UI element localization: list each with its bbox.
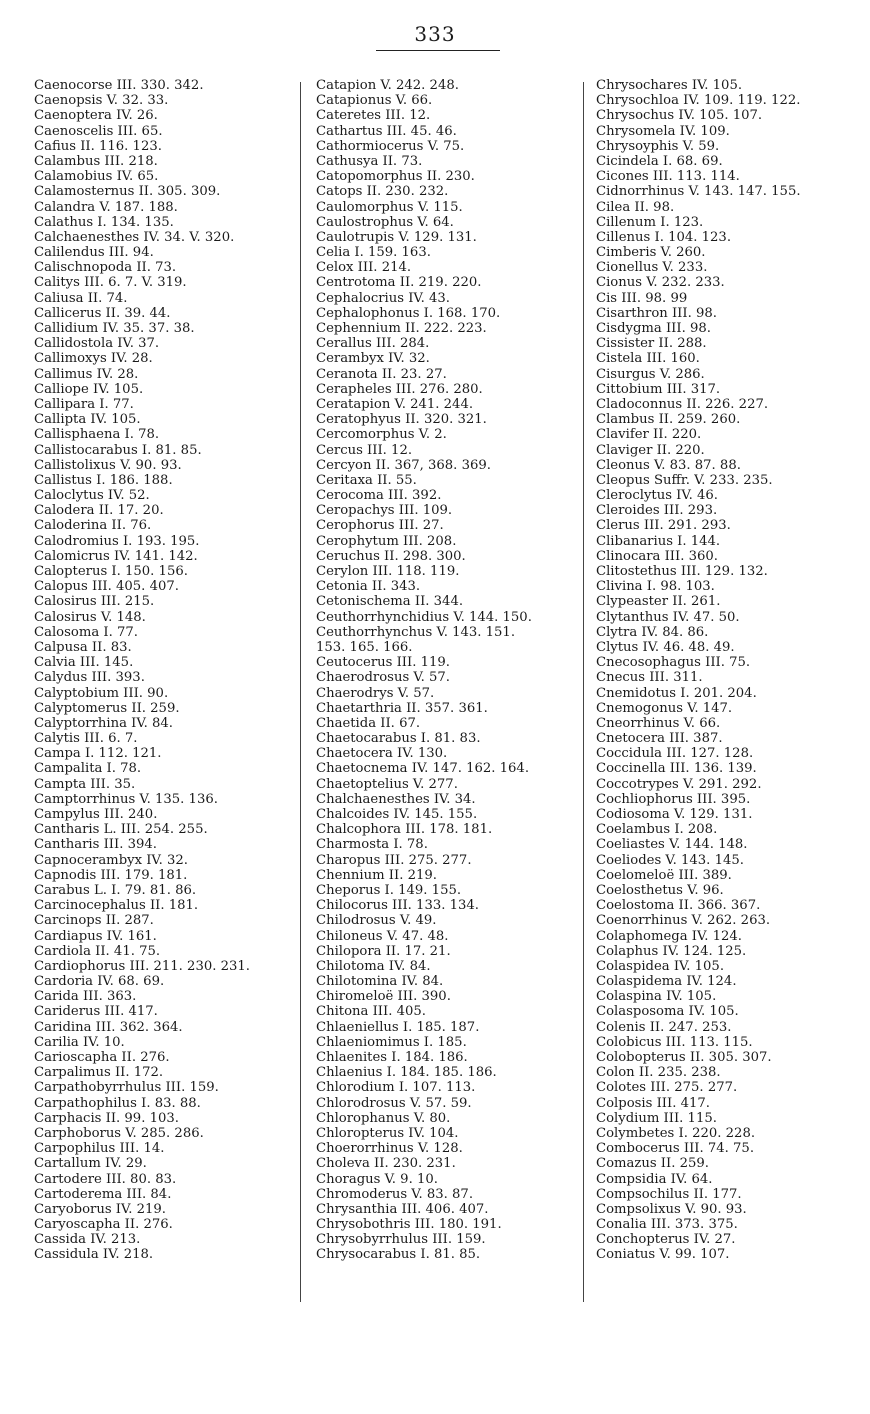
index-entry: Ceratapion V. 241. 244.	[316, 396, 474, 412]
index-entry: 153. 165. 166.	[316, 639, 413, 655]
index-entry: Cleopus Suffr. V. 233. 235.	[596, 472, 773, 488]
index-entry: Cafius II. 116. 123.	[34, 138, 162, 154]
index-entry: Cerambyx IV. 32.	[316, 351, 430, 367]
index-entry: Carphacis II. 99. 103.	[34, 1110, 179, 1126]
index-entry: Calosirus III. 215.	[34, 594, 155, 610]
index-entry: Calodromius I. 193. 195.	[34, 533, 200, 549]
index-entry: Codiosoma V. 129. 131.	[596, 807, 753, 822]
index-entry: Cartodere III. 80. 83.	[34, 1171, 177, 1187]
index-entry: Cis III. 98. 99	[596, 290, 688, 306]
index-entry: Cleonus V. 83. 87. 88.	[596, 457, 741, 473]
index-entry: Colobopterus II. 305. 307.	[596, 1050, 772, 1065]
index-entry: Calosirus V. 148.	[34, 609, 146, 625]
index-entry: Carpathophilus I. 83. 88.	[34, 1095, 201, 1111]
index-entry: Clibanarius I. 144.	[596, 533, 721, 549]
index-entry: Caenoptera IV. 26.	[34, 108, 158, 124]
index-entry: Campta III. 35.	[34, 776, 136, 792]
index-entry: Ceuthorrhynchidius V. 144. 150.	[316, 609, 532, 625]
index-entry: Callipara I. 77.	[34, 396, 134, 412]
index-entry: Chloropterus IV. 104.	[316, 1125, 459, 1141]
index-entry: Calopterus I. 150. 156.	[34, 564, 188, 579]
index-entry: Chrysobothris III. 180. 191.	[316, 1217, 502, 1233]
index-entry: Cathartus III. 45. 46.	[316, 123, 457, 139]
index-entry: Cassida IV. 213.	[34, 1232, 141, 1248]
index-entry: Colaspidea IV. 105.	[596, 958, 725, 974]
index-entry: Cerocoma III. 392.	[316, 488, 442, 504]
index-entry: Cochliophorus III. 395.	[596, 791, 751, 807]
index-entry: Clytanthus IV. 47. 50.	[596, 609, 740, 625]
index-entry: Calopus III. 405. 407.	[34, 579, 179, 595]
index-entry: Cariderus III. 417.	[34, 1004, 158, 1020]
index-entry: Ceropachys III. 109.	[316, 503, 453, 519]
index-entry: Cercyon II. 367, 368. 369.	[316, 457, 491, 473]
index-column-2	[316, 78, 578, 1263]
index-entry: Cephalophonus I. 168. 170.	[316, 305, 501, 321]
index-entry: Clerus III. 291. 293.	[596, 518, 731, 534]
index-entry: Chrysochloa IV. 109. 119. 122.	[596, 93, 801, 109]
index-entry: Chlorophanus V. 80.	[316, 1110, 451, 1126]
index-entry: Cicones III. 113. 114.	[596, 169, 740, 185]
index-entry: Caenopsis V. 32. 33.	[34, 93, 169, 109]
index-entry: Coenorrhinus V. 262. 263.	[596, 913, 771, 929]
index-entry: Cardoria IV. 68. 69.	[34, 974, 165, 990]
index-entry: Capnocerambyx IV. 32.	[34, 852, 188, 868]
index-entry: Carphoborus V. 285. 286.	[34, 1125, 204, 1141]
index-entry: Chrysobyrrhulus III. 159.	[316, 1232, 486, 1248]
index-entry: Clavifer II. 220.	[596, 427, 702, 443]
index-entry: Caulostrophus V. 64.	[316, 214, 454, 230]
index-column-3	[596, 78, 858, 1263]
header-rule	[376, 50, 500, 51]
index-entry: Cladoconnus II. 226. 227.	[596, 396, 769, 412]
index-entry: Colobicus III. 113. 115.	[596, 1034, 753, 1050]
index-entry: Catapion V. 242. 248.	[316, 78, 459, 93]
index-entry: Ceuthorrhynchus V. 143. 151.	[316, 624, 516, 640]
index-entry: Cnecosophagus III. 75.	[596, 655, 751, 671]
index-entry: Chilocorus III. 133. 134.	[316, 898, 479, 914]
index-entry: Callistocarabus I. 81. 85.	[34, 442, 202, 458]
index-entry: Cantharis L. III. 254. 255.	[34, 822, 208, 838]
column-divider-1	[300, 82, 301, 1302]
index-entry: Compsochilus II. 177.	[596, 1186, 742, 1202]
index-entry: Clytus IV. 46. 48. 49.	[596, 639, 735, 655]
index-entry: Cissister II. 288.	[596, 336, 707, 352]
index-entry: Clambus II. 259. 260.	[596, 412, 741, 428]
index-entry: Chrysochares IV. 105.	[596, 78, 743, 93]
index-entry: Cephennium II. 222. 223.	[316, 321, 487, 336]
index-entry: Catops II. 230. 232.	[316, 184, 449, 200]
index-entry: Cateretes III. 12.	[316, 108, 431, 124]
index-entry: Calischnopoda II. 73.	[34, 260, 177, 276]
index-entry: Cisdygma III. 98.	[596, 321, 711, 336]
index-entry: Cisurgus V. 286.	[596, 366, 705, 382]
index-entry: Cittobium III. 317.	[596, 381, 721, 397]
index-entry: Cneorrhinus V. 66.	[596, 715, 721, 731]
index-entry: Callidium IV. 35. 37. 38.	[34, 321, 195, 336]
index-entry: Clypeaster II. 261.	[596, 594, 721, 610]
index-entry: Calodera II. 17. 20.	[34, 503, 164, 519]
index-entry: Calosoma I. 77.	[34, 624, 138, 640]
index-entry: Calilendus III. 94.	[34, 245, 154, 261]
index-entry: Coccotrypes V. 291. 292.	[596, 776, 762, 792]
index-entry: Calydus III. 393.	[34, 670, 145, 686]
index-entry: Callipta IV. 105.	[34, 412, 141, 428]
index-entry: Cerallus III. 284.	[316, 336, 430, 352]
index-entry: Cerophytum III. 208.	[316, 533, 457, 549]
index-entry: Cisarthron III. 98.	[596, 305, 717, 321]
index-entry: Caryoscapha II. 276.	[34, 1217, 173, 1233]
index-entry: Chilopora II. 17. 21.	[316, 943, 451, 959]
index-entry: Cimberis V. 260.	[596, 245, 706, 261]
index-entry: Comazus II. 259.	[596, 1156, 709, 1172]
index-entry: Chlaeniellus I. 185. 187.	[316, 1019, 480, 1035]
index-entry: Colasposoma IV. 105.	[596, 1004, 739, 1020]
index-entry: Cercus III. 12.	[316, 442, 413, 458]
index-entry: Campylus III. 240.	[34, 807, 158, 822]
index-entry: Callicerus II. 39. 44.	[34, 305, 171, 321]
index-entry: Cercomorphus V. 2.	[316, 427, 447, 443]
index-entry: Coelosthetus V. 96.	[596, 882, 724, 898]
index-entry: Calchaenesthes IV. 34. V. 320.	[34, 229, 235, 245]
index-entry: Colaphomega IV. 124.	[596, 928, 742, 944]
index-entry: Calpusa II. 83.	[34, 639, 132, 655]
index-entry: Calvia III. 145.	[34, 655, 134, 671]
index-entry: Cistela III. 160.	[596, 351, 700, 367]
index-entry: Charopus III. 275. 277.	[316, 852, 472, 868]
index-entry: Chiromeloë III. 390.	[316, 989, 451, 1005]
index-entry: Callimoxys IV. 28.	[34, 351, 153, 367]
index-entry: Cnemogonus V. 147.	[596, 700, 733, 716]
index-entry: Callistolixus V. 90. 93.	[34, 457, 182, 473]
index-entry: Carpophilus III. 14.	[34, 1141, 165, 1157]
index-entry: Caenoscelis III. 65.	[34, 123, 163, 139]
index-entry: Cathusya II. 73.	[316, 153, 423, 169]
index-entry: Colposis III. 417.	[596, 1095, 710, 1111]
index-entry: Cephalocrius IV. 43.	[316, 290, 450, 306]
index-entry: Coccinella III. 136. 139.	[596, 761, 757, 777]
index-entry: Coelomeloë III. 389.	[596, 867, 732, 883]
index-entry: Ceritaxa II. 55.	[316, 472, 417, 488]
index-entry: Coelostoma II. 366. 367.	[596, 898, 761, 914]
index-entry: Conalia III. 373. 375.	[596, 1217, 738, 1233]
index-entry: Cardiophorus III. 211. 230. 231.	[34, 958, 250, 974]
index-entry: Cerapheles III. 276. 280.	[316, 381, 483, 397]
index-entry: Callimus IV. 28.	[34, 366, 139, 382]
index-entry: Cleroclytus IV. 46.	[596, 488, 718, 504]
index-entry: Chitona III. 405.	[316, 1004, 426, 1020]
index-entry: Chaetocnema IV. 147. 162. 164.	[316, 761, 530, 777]
index-entry: Calomicrus IV. 141. 142.	[34, 548, 198, 564]
index-entry: Coeliodes V. 143. 145.	[596, 852, 744, 868]
index-entry: Calytis III. 6. 7.	[34, 731, 138, 747]
index-entry: Chlaenius I. 184. 185. 186.	[316, 1065, 497, 1081]
index-entry: Chaetida II. 67.	[316, 715, 421, 731]
index-entry: Combocerus III. 74. 75.	[596, 1141, 755, 1157]
index-entry: Carabus L. I. 79. 81. 86.	[34, 882, 197, 898]
index-entry: Choerorrhinus V. 128.	[316, 1141, 463, 1157]
index-entry: Carilia IV. 10.	[34, 1034, 125, 1050]
index-entry: Cnemidotus I. 201. 204.	[596, 685, 757, 701]
index-entry: Celox III. 214.	[316, 260, 412, 276]
index-entry: Colymbetes I. 220. 228.	[596, 1125, 756, 1141]
index-entry: Colydium III. 115.	[596, 1110, 717, 1126]
index-entry: Caridina III. 362. 364.	[34, 1019, 183, 1035]
index-entry: Cilea II. 98.	[596, 199, 675, 215]
index-entry: Caryoborus IV. 219.	[34, 1201, 166, 1217]
index-entry: Coelambus I. 208.	[596, 822, 718, 838]
index-entry: Calitys III. 6. 7. V. 319.	[34, 275, 187, 291]
index-entry: Colaspidema IV. 124.	[596, 974, 737, 990]
index-entry: Calyptomerus II. 259.	[34, 700, 180, 716]
index-entry: Chrysochus IV. 105. 107.	[596, 108, 763, 124]
index-entry: Cathormiocerus V. 75.	[316, 138, 465, 154]
index-entry: Catopomorphus II. 230.	[316, 169, 475, 185]
index-entry: Chalcophora III. 178. 181.	[316, 822, 493, 838]
page-number: 333	[414, 22, 456, 46]
index-entry: Colon II. 235. 238.	[596, 1065, 721, 1081]
index-entry: Caliusa II. 74.	[34, 290, 128, 306]
index-entry: Cardiola II. 41. 75.	[34, 943, 161, 959]
index-entry: Caenocorse III. 330. 342.	[34, 78, 204, 93]
index-entry: Carpalimus II. 172.	[34, 1065, 164, 1081]
index-entry: Capnodis III. 179. 181.	[34, 867, 188, 883]
index-entry: Coccidula III. 127. 128.	[596, 746, 754, 762]
index-entry: Chrysomela IV. 109.	[596, 123, 730, 139]
index-entry: Claviger II. 220.	[596, 442, 705, 458]
index-entry: Callisphaena I. 78.	[34, 427, 160, 443]
index-entry: Chaerodrosus V. 57.	[316, 670, 450, 686]
index-entry: Coeliastes V. 144. 148.	[596, 837, 748, 853]
index-entry: Chilotoma IV. 84.	[316, 958, 431, 974]
index-entry: Chromoderus V. 83. 87.	[316, 1186, 474, 1202]
index-entry: Ceruchus II. 298. 300.	[316, 548, 466, 564]
index-entry: Chlorodrosus V. 57. 59.	[316, 1095, 472, 1111]
index-entry: Carcinocephalus II. 181.	[34, 898, 199, 914]
index-entry: Calandra V. 187. 188.	[34, 199, 178, 215]
index-entry: Cicindela I. 68. 69.	[596, 153, 723, 169]
index-entry: Cetonia II. 343.	[316, 579, 421, 595]
index-entry: Cerophorus III. 27.	[316, 518, 444, 534]
index-entry: Callidostola IV. 37.	[34, 336, 160, 352]
index-entry: Calathus I. 134. 135.	[34, 214, 174, 230]
index-entry: Choragus V. 9. 10.	[316, 1171, 438, 1187]
index-entry: Calliope IV. 105.	[34, 381, 144, 397]
index-entry: Chaerodrys V. 57.	[316, 685, 435, 701]
index-entry: Catapionus V. 66.	[316, 93, 433, 109]
index-entry: Cleroides III. 293.	[596, 503, 718, 519]
index-entry: Cnetocera III. 387.	[596, 731, 723, 747]
index-entry: Cionellus V. 233.	[596, 260, 708, 276]
index-entry: Calamobius IV. 65.	[34, 169, 159, 185]
column-divider-2	[583, 82, 584, 1302]
index-entry: Cartallum IV. 29.	[34, 1156, 147, 1172]
index-entry: Clinocara III. 360.	[596, 548, 718, 564]
index-entry: Cardiapus IV. 161.	[34, 928, 157, 944]
index-entry: Conchopterus IV. 27.	[596, 1232, 736, 1248]
index-entry: Callistus I. 186. 188.	[34, 472, 173, 488]
index-entry: Colotes III. 275. 277.	[596, 1080, 738, 1096]
index-entry: Celia I. 159. 163.	[316, 245, 431, 261]
index-entry: Cillenum I. 123.	[596, 214, 704, 230]
index-entry: Cnecus III. 311.	[596, 670, 703, 686]
index-entry: Colenis II. 247. 253.	[596, 1019, 732, 1035]
index-entry: Clitostethus III. 129. 132.	[596, 564, 768, 579]
index-entry: Cantharis III. 394.	[34, 837, 157, 853]
index-entry: Ceratophyus II. 320. 321.	[316, 412, 487, 428]
index-entry: Chrysocarabus I. 81. 85.	[316, 1247, 481, 1263]
index-entry: Caulomorphus V. 115.	[316, 199, 463, 215]
index-entry: Colaphus IV. 124. 125.	[596, 943, 747, 959]
index-entry: Carida III. 363.	[34, 989, 137, 1005]
index-entry: Charmosta I. 78.	[316, 837, 428, 853]
index-entry: Cartoderema III. 84.	[34, 1186, 172, 1202]
index-entry: Cillenus I. 104. 123.	[596, 229, 732, 245]
index-entry: Cetonischema II. 344.	[316, 594, 464, 610]
index-entry: Caloclytus IV. 52.	[34, 488, 150, 504]
index-entry: Cheporus I. 149. 155.	[316, 882, 462, 898]
index-entry: Chrysanthia III. 406. 407.	[316, 1201, 489, 1217]
index-entry: Carioscapha II. 276.	[34, 1050, 170, 1065]
index-column-1	[34, 78, 292, 1263]
index-entry: Cidnorrhinus V. 143. 147. 155.	[596, 184, 801, 200]
index-entry: Clivina I. 98. 103.	[596, 579, 715, 595]
index-entry: Cerylon III. 118. 119.	[316, 564, 460, 579]
index-entry: Caulotrupis V. 129. 131.	[316, 229, 477, 245]
index-entry: Chalchaenesthes IV. 34.	[316, 791, 476, 807]
index-entry: Chrysoyphis V. 59.	[596, 138, 720, 154]
index-entry: Carpathobyrrhulus III. 159.	[34, 1080, 219, 1096]
index-entry: Chlaenites I. 184. 186.	[316, 1050, 468, 1065]
index-entry: Compsidia IV. 64.	[596, 1171, 713, 1187]
index-entry: Chaetocarabus I. 81. 83.	[316, 731, 481, 747]
index-entry: Clytra IV. 84. 86.	[596, 624, 709, 640]
index-entry: Carcinops II. 287.	[34, 913, 154, 929]
index-entry: Caloderina II. 76.	[34, 518, 152, 534]
index-entry: Compsolixus V. 90. 93.	[596, 1201, 747, 1217]
index-entry: Chaetoptelius V. 277.	[316, 776, 458, 792]
index-entry: Calyptorrhina IV. 84.	[34, 715, 173, 731]
index-entry: Campa I. 112. 121.	[34, 746, 162, 762]
index-entry: Chaetocera IV. 130.	[316, 746, 448, 762]
index-entry: Chennium II. 219.	[316, 867, 437, 883]
index-entry: Centrotoma II. 219. 220.	[316, 275, 482, 291]
index-entry: Chilotomina IV. 84.	[316, 974, 444, 990]
index-entry: Ceranota II. 23. 27.	[316, 366, 447, 382]
index-entry: Chilodrosus V. 49.	[316, 913, 437, 929]
index-entry: Chlaeniomimus I. 185.	[316, 1034, 467, 1050]
index-entry: Ceutocerus III. 119.	[316, 655, 450, 671]
index-entry: Chalcoides IV. 145. 155.	[316, 807, 478, 822]
index-entry: Cassidula IV. 218.	[34, 1247, 154, 1263]
index-entry: Calamosternus II. 305. 309.	[34, 184, 221, 200]
index-entry: Coniatus V. 99. 107.	[596, 1247, 730, 1263]
index-entry: Chaetarthria II. 357. 361.	[316, 700, 488, 716]
index-entry: Camptorrhinus V. 135. 136.	[34, 791, 218, 807]
index-entry: Chlorodium I. 107. 113.	[316, 1080, 476, 1096]
index-entry: Cionus V. 232. 233.	[596, 275, 725, 291]
index-entry: Calambus III. 218.	[34, 153, 158, 169]
index-entry: Choleva II. 230. 231.	[316, 1156, 456, 1172]
index-entry: Chiloneus V. 47. 48.	[316, 928, 449, 944]
index-entry: Colaspina IV. 105.	[596, 989, 717, 1005]
index-entry: Campalita I. 78.	[34, 761, 142, 777]
index-entry: Calyptobium III. 90.	[34, 685, 169, 701]
